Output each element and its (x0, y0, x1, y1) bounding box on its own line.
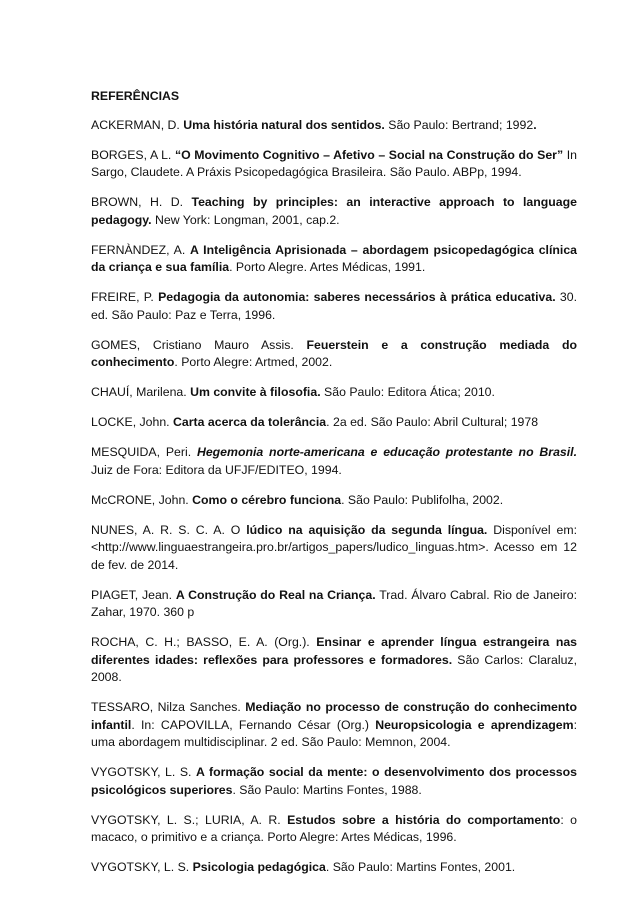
references-page (91, 88, 577, 889)
reference-entry (91, 699, 577, 752)
reference-details: New York: Longman, 2001, cap.2. (151, 212, 340, 227)
reference-title: Estudos sobre a história do comportamento (287, 812, 561, 827)
reference-entry (91, 194, 577, 229)
reference-details: . Porto Alegre: Artmed, 2002. (174, 355, 333, 369)
reference-title: Feuerstein e a construção mediada do conhecimento (91, 337, 577, 369)
reference-author: VYGOTSKY, L. S. (91, 860, 193, 874)
reference-author: TESSARO, Nilza Sanches. (91, 700, 246, 714)
reference-details: São Paulo: Editora Ática; 2010. (320, 385, 495, 399)
reference-entry (91, 634, 577, 687)
reference-author: MESQUIDA, Peri. (91, 445, 197, 459)
reference-entry (91, 587, 577, 622)
reference-title: Carta acerca da tolerância (173, 415, 327, 429)
reference-author: NUNES, A. R. S. C. A. O (91, 522, 247, 537)
reference-entry (91, 859, 577, 877)
reference-author: FREIRE, P. (91, 290, 159, 304)
reference-entry (91, 337, 577, 372)
reference-author: LOCKE, John. (91, 415, 174, 429)
reference-author: GOMES, Cristiano Mauro Assis. (91, 337, 307, 352)
reference-end-mark: . (533, 117, 537, 132)
reference-details: Disponível em: <http://www.linguaestrangeira.pro.br/artigos_papers/ludico_linguas.htm>. Acesso em 12 de fev. de 2014. (91, 522, 577, 572)
reference-entry (91, 812, 577, 847)
reference-entry (91, 242, 577, 277)
reference-details: 30. ed. São Paulo: Paz e Terra, 1996. (91, 290, 578, 322)
reference-entry (91, 444, 577, 479)
reference-details: . Porto Alegre. Artes Médicas, 1991. (229, 260, 426, 274)
reference-entry (91, 117, 577, 135)
reference-title: Como o cérebro funciona (192, 492, 342, 507)
reference-entry (91, 764, 577, 799)
reference-title-secondary: Neuropsicologia e aprendizagem (375, 717, 574, 732)
reference-details: . São Paulo: Martins Fontes, 2001. (325, 860, 516, 874)
reference-entry (91, 147, 577, 182)
reference-title: Psicologia pedagógica (192, 860, 326, 874)
reference-entry (91, 414, 577, 432)
reference-title: lúdico na aquisição da segunda língua. (246, 522, 488, 537)
reference-title: Pedagogia da autonomia: saberes necessários à prática educativa. (158, 290, 556, 304)
reference-title: A Inteligência Aprisionada – abordagem psicopedagógica clínica da criança e sua família (91, 242, 577, 274)
reference-entry (91, 384, 577, 402)
reference-author: VYGOTSKY, L. S. (91, 765, 196, 779)
reference-details: . In: CAPOVILLA, Fernando César (Org.) (131, 717, 376, 732)
references-heading: REFERÊNCIAS (91, 89, 180, 103)
reference-title: Ensinar e aprender língua estrangeira nas diferentes idades: reflexões para professores e formadores. (91, 635, 578, 667)
reference-details: São Paulo: Bertrand; 1992 (384, 117, 534, 132)
reference-author: CHAUÍ, Marilena. (91, 385, 191, 399)
reference-title: Uma história natural dos sentidos. (183, 117, 385, 132)
reference-title: A Construção do Real na Criança. (175, 587, 376, 602)
reference-title: A formação social da mente: o desenvolvimento dos processos psicológicos superiores (91, 765, 577, 797)
reference-list (91, 117, 577, 877)
reference-author: FERNÀNDEZ, A. (91, 242, 190, 257)
reference-author: BROWN, H. D. (91, 195, 192, 209)
reference-details: In Sargo, Claudete. A Práxis Psicopedagógica Brasileira. São Paulo. ABPp, 1994. (91, 147, 577, 179)
reference-title: Teaching by principles: an interactive approach to language pedagogy. (91, 195, 577, 227)
reference-author: BORGES, A L. (91, 147, 175, 162)
reference-details: Trad. Álvaro Cabral. Rio de Janeiro: Zahar, 1970. 360 p (91, 587, 577, 619)
reference-author: ROCHA, C. H.; BASSO, E. A. (Org.). (91, 635, 317, 649)
reference-details: : o macaco, o primitivo e a criança. Porto Alegre: Artes Médicas, 1996. (91, 812, 577, 844)
reference-details: São Carlos: Claraluz, 2008. (91, 652, 577, 684)
reference-details-secondary: : uma abordagem multidisciplinar. 2 ed. São Paulo: Memnon, 2004. (91, 717, 577, 749)
reference-author: McCRONE, John. (91, 492, 193, 507)
reference-entry (91, 289, 577, 324)
reference-title: “O Movimento Cognitivo – Afetivo – Social na Construção do Ser” (174, 147, 564, 162)
reference-details: . 2a ed. São Paulo: Abril Cultural; 1978 (326, 415, 539, 429)
reference-author: VYGOTSKY, L. S.; LURIA, A. R. (91, 812, 288, 827)
reference-title: Um convite à filosofia. (190, 385, 321, 399)
reference-author: ACKERMAN, D. (91, 117, 184, 132)
reference-title: Mediação no processo de construção do conhecimento infantil (91, 700, 577, 732)
reference-details: Juiz de Fora: Editora da UFJF/EDITEO, 1994. (91, 462, 342, 477)
reference-title: Hegemonia norte-americana e educação protestante no Brasil. (196, 445, 577, 459)
reference-details: . São Paulo: Publifolha, 2002. (341, 492, 504, 507)
reference-author: PIAGET, Jean. (91, 587, 176, 602)
reference-details: . São Paulo: Martins Fontes, 1988. (232, 782, 422, 797)
reference-entry (91, 492, 577, 510)
reference-entry (91, 522, 577, 575)
